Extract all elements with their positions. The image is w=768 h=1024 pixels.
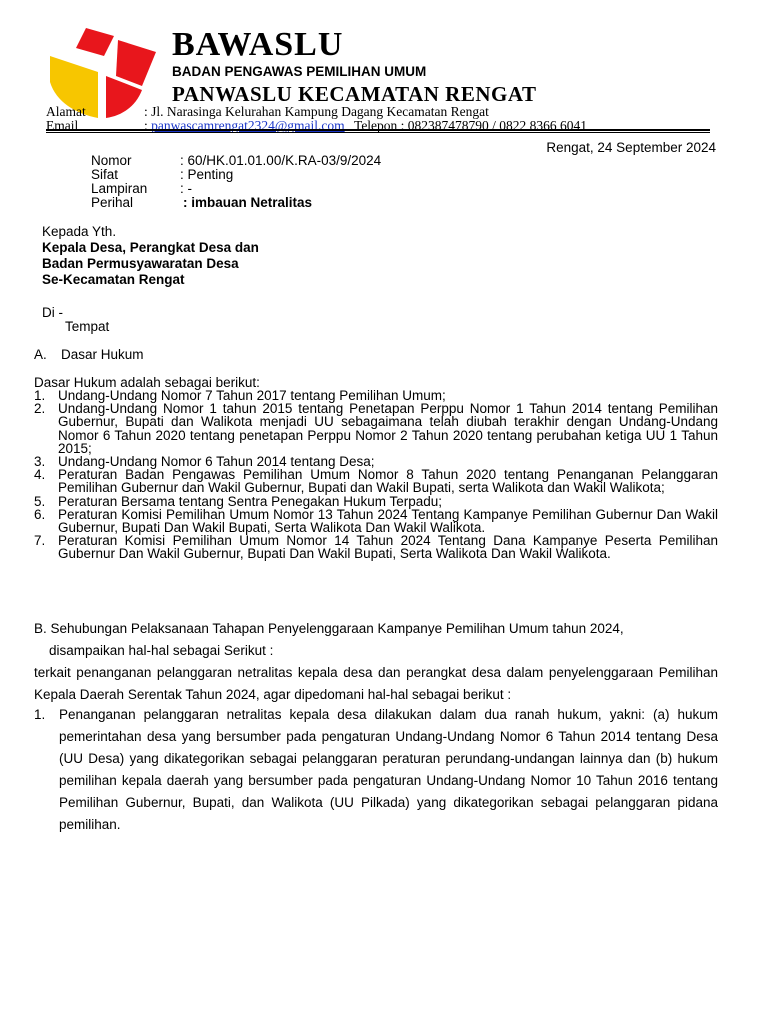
section-b-line-2: disampaikan hal-hal sebagai Serikut : xyxy=(49,643,274,658)
org-full-name: BADAN PENGAWAS PEMILIHAN UMUM xyxy=(172,64,427,79)
recipient-tempat: Tempat xyxy=(65,319,110,334)
list-item-text: Peraturan Komisi Pemilihan Umum Nomor 14 Tahun 2024 Tentang Dana Kampanye Peserta Pemilihan Gubernur Dan Wakil Gubernur, Bupati Dan Wakil Bupati, Serta Walikota Dan Wakil Walikota. xyxy=(58,533,718,562)
list-item-text: Undang-Undang Nomor 7 Tahun 2017 tentang Pemilihan Umum; xyxy=(58,388,446,403)
list-item-number: 1. xyxy=(34,707,46,722)
address-label: Alamat xyxy=(46,104,86,119)
legal-basis-list xyxy=(34,389,718,561)
address-value: : Jl. Narasinga Kelurahan Kampung Dagang Kecamatan Rengat xyxy=(144,104,489,119)
list-item-number: 7. xyxy=(34,533,46,549)
section-b-line-1: B. Sehubungan Pelaksanaan Tahapan Penyelenggaraan Kampanye Pemilihan Umum tahun 2024, xyxy=(34,621,624,636)
meta-value-perihal: : imbauan Netralitas xyxy=(183,195,313,210)
email-label: Email xyxy=(46,118,79,133)
recipient-line-1: Kepala Desa, Perangkat Desa dan xyxy=(42,240,259,255)
phone-text: Telepon : 082387478790 / 0822 8366 6041 xyxy=(354,118,588,133)
recipient-line-3: Se-Kecamatan Rengat xyxy=(42,272,185,287)
logo-red-top-shape xyxy=(76,28,114,56)
letter-date: Rengat, 24 September 2024 xyxy=(546,140,716,155)
section-b-item-1 xyxy=(34,704,718,836)
list-item-text: Penanganan pelanggaran netralitas kepala desa dilakukan dalam dua ranah hukum, yakni: (a) hukum pemerintahan desa yang bersumber pada pengaturan Undang-Undang Nomor 6 Tahun 2014 tentang Desa (UU Desa) yang dikategorikan sebagai pelanggaran peraturan perundang-undangan lainnya dan (b) hukum pemilihan kepala daerah yang bersumber pada pengaturan Undang-Undang Nomor 10 Tahun 2016 tentang Pemilihan Gubernur, Bupati, dan Walikota (UU Pilkada) yang dikategorikan sebagai pelanggaran pidana pemilihan. xyxy=(59,707,718,832)
list-item-number: 4. xyxy=(34,467,46,483)
meta-label-nomor: Nomor xyxy=(91,153,132,168)
list-item-number: 3. xyxy=(34,454,46,470)
section-a-title: Dasar Hukum xyxy=(61,347,144,362)
section-a-intro: Dasar Hukum adalah sebagai berikut: xyxy=(34,375,260,390)
meta-value-lampiran: : - xyxy=(180,181,192,196)
recipient-line-2: Badan Permusyawaratan Desa xyxy=(42,256,239,271)
list-item-number: 6. xyxy=(34,506,46,522)
meta-label-lampiran: Lampiran xyxy=(91,181,148,196)
org-name: BAWASLU xyxy=(172,26,344,63)
list-item-text: Undang-Undang Nomor 1 tahun 2015 tentang Penetapan Perppu Nomor 1 Tahun 2014 tentang Pemilihan Gubernur, Bupati dan Walikota menjadi UU sebagaimana telah diubah terakhir dengan Undang-Undang Nomor 6 Tahun 2020 tentang penetapan Perppu Nomor 2 Tahun 2020 tentang perubahan ketiga UU 1 Tahun 2015; xyxy=(58,401,718,456)
logo-red-right-shape xyxy=(116,40,156,86)
email-colon: : xyxy=(144,118,148,133)
list-item xyxy=(34,402,718,455)
meta-value-sifat: : Penting xyxy=(180,167,234,182)
list-item xyxy=(34,508,718,534)
header-rule-thick xyxy=(46,129,710,131)
list-item-text: Undang-Undang Nomor 6 Tahun 2014 tentang Desa; xyxy=(58,454,375,470)
list-item-number: 2. xyxy=(34,401,46,417)
recipient-greeting: Kepada Yth. xyxy=(42,224,117,239)
meta-value-nomor: : 60/HK.01.01.00/K.RA-03/9/2024 xyxy=(180,153,382,168)
list-item xyxy=(34,468,718,494)
section-b-paragraph: terkait penanganan pelanggaran netralitas kepala desa dan perangkat desa dalam penyelenggaraan Pemilihan Kepala Daerah Serentak Tahun 2024, agar dipedomani hal-hal sebagai berikut : xyxy=(34,665,718,702)
list-item-text: Peraturan Badan Pengawas Pemilihan Umum Nomor 8 Tahun 2020 tentang Penanganan Pelanggaran Pemilihan Gubernur dan Wakil Gubernur, Bupati dan Wakil Bupati, serta Walikota dan Wakil Walikota; xyxy=(58,467,718,496)
org-unit-name: PANWASLU KECAMATAN RENGAT xyxy=(172,82,537,106)
meta-label-perihal: Perihal xyxy=(91,195,134,210)
email-link[interactable]: panwascamrengat2324@gmail.com xyxy=(151,118,345,133)
recipient-di: Di - xyxy=(42,305,63,320)
list-item xyxy=(34,495,718,508)
list-item-text: Peraturan Komisi Pemilihan Umum Nomor 13 Tahun 2024 Tentang Kampanye Pemilihan Gubernur Dan Wakil Gubernur, Bupati Dan Wakil Bupati, Serta Walikota Dan Wakil Walikota. xyxy=(58,506,718,536)
list-item-number: 5. xyxy=(34,493,46,509)
list-item-number: 1. xyxy=(34,388,46,403)
list-item xyxy=(34,534,718,560)
header-rule-thin xyxy=(46,132,710,133)
section-a-marker: A. xyxy=(34,347,47,362)
meta-label-sifat: Sifat xyxy=(91,167,119,182)
list-item-text: Peraturan Bersama tentang Sentra Penegakan Hukum Terpadu; xyxy=(58,493,442,509)
